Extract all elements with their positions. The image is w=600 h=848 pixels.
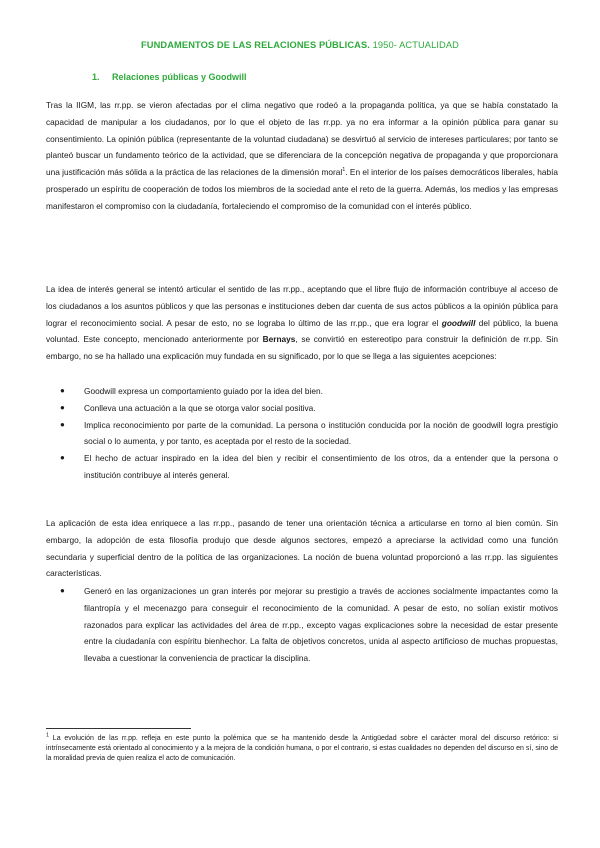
bernays-name: Bernays — [262, 334, 296, 345]
paragraph-2-part-b: del público, la buena voluntad. Este concepto, mencionado anteriormente por — [46, 317, 559, 345]
list-item — [46, 383, 558, 400]
footnote-reference[interactable]: 1 — [342, 167, 346, 174]
footnote — [46, 734, 558, 764]
section-title: Relaciones públicas y Goodwill — [112, 72, 247, 82]
paragraph-1 — [46, 97, 558, 215]
footnote-divider — [46, 728, 191, 729]
paragraph-1-part-a: Tras la IIGM, las rr.pp. se vieron afectadas por el clima negativo que rodeó a la propaganda política, ya que se había constatado la capacidad de manipular a los ciudadanos, por lo que el objeto de las rr.pp. ya no era informar a la opinión pública para ganar su consentimiento. La opinión pública (representante de la voluntad ciudadana) se desvirtuó al servicio de intereses particulares; por tanto se planteó buscar un fundamento teórico de la actividad, que se diferenciara de la concepción negativa de propaganda y que proporcionara una justificación más sólida a la práctica de las relaciones de la dimensión moral — [46, 100, 558, 178]
bullet-icon: ● — [60, 419, 65, 429]
bullet-icon: ● — [60, 453, 65, 463]
footnote-number: 1 — [46, 732, 50, 739]
list-item-text: Goodwill expresa un comportamiento guiado por la idea del bien. — [84, 386, 323, 396]
list-item-text: Conlleva una actuación a la que se otorga valor social positiva. — [84, 402, 316, 413]
list-item-text: Generó en las organizaciones un gran interés por mejorar su prestigio a través de acciones socialmente impactantes como la filantropía y el mecenazgo para conseguir el reconocimiento de la comunidad. A pesar de esto, no solían existir motivos razonados para explicar las actividades del área de rr.pp., excepto vagas explicaciones sobre la necesidad de estar presente entre la ciudadanía con espíritu bienhechor. La falta de objetivos concretos, unida al aspecto artificioso de muchas propuestas, llevaba a cuestionar la conveniencia de practicar la disciplina. — [84, 586, 558, 664]
characteristics-list — [46, 583, 558, 667]
list-item-text: El hecho de actuar inspirado en la idea del bien y recibir el consentimiento de los otros, da a entender que la persona o institución contribuye al interés general. — [84, 453, 558, 480]
title-main: FUNDAMENTOS DE LAS RELACIONES PÚBLICAS. — [141, 40, 370, 50]
document-title — [0, 40, 600, 50]
list-item-text: Implica reconocimiento por parte de la comunidad. La persona o institución conducida por la noción de goodwill logra prestigio social o lo aumenta, y por tanto, es aceptada por el resto de la sociedad. — [84, 419, 558, 447]
footnote-text: La evolución de las rr.pp. refleja en este punto la polémica que se ha mantenido desde la Antigüedad sobre el carácter moral del discurso retórico: si intrínsecamente está orientado al conocimiento y a la mejora de la condición humana, o por el contrario, si estas cualidades no dependen del discurso en sí, sino de la moralidad previa de quien realiza el acto de comunicación. — [46, 735, 558, 762]
list-item — [46, 450, 558, 484]
bullet-icon: ● — [60, 386, 65, 395]
list-item — [46, 583, 558, 667]
paragraph-2 — [46, 281, 558, 365]
bullet-icon: ● — [60, 402, 65, 412]
list-item — [46, 417, 558, 451]
paragraph-2-part-a: La idea de interés general se intentó articular el sentido de las rr.pp., aceptando que el libre flujo de información contribuye al acceso de los ciudadanos a los asuntos públicos y que las personas e instituciones deben dar cuenta de sus actos públicos a la opinión pública para lograr el reconocimiento social. A pesar de esto, no se lograba lo último de las rr.pp., que era lograr el — [46, 284, 558, 328]
paragraph-3: La aplicación de esta idea enriquece a las rr.pp., pasando de tener una orientación técnica a articularse en torno al bien común. Sin embargo, la adopción de esta filosofía produjo que desde algunos sectores, empezó a apreciarse la actividad como una función secundaria y superficial dentro de la política de las organizaciones. La noción de buena voluntad proporcionó a las rr.pp. las siguientes características. — [46, 518, 558, 579]
paragraph-2-part-c: , se convirtió en estereotipo para construir la definición de rr.pp. Sin embargo, no se ha hallado una explicación muy fundada en su significado, por lo que se llega a las siguientes acepciones: — [46, 334, 558, 362]
section-number: 1. — [92, 72, 100, 82]
list-item — [46, 400, 558, 417]
title-period: 1950- ACTUALIDAD — [369, 40, 459, 50]
section-heading — [92, 72, 247, 82]
goodwill-acceptions-list — [46, 383, 558, 484]
bullet-icon: ● — [60, 586, 65, 595]
paragraph-1-part-b: . En el interior de los países democráticos liberales, había prosperado un espíritu de cooperación de todos los miembros de la sociedad ante el reto de la guerra. Además, los medios y las empresas manifestaron el compromiso con la ciudadanía, fortaleciendo el compromiso de la comunidad con el interés público. — [46, 167, 559, 211]
goodwill-term: goodwill — [441, 317, 476, 328]
